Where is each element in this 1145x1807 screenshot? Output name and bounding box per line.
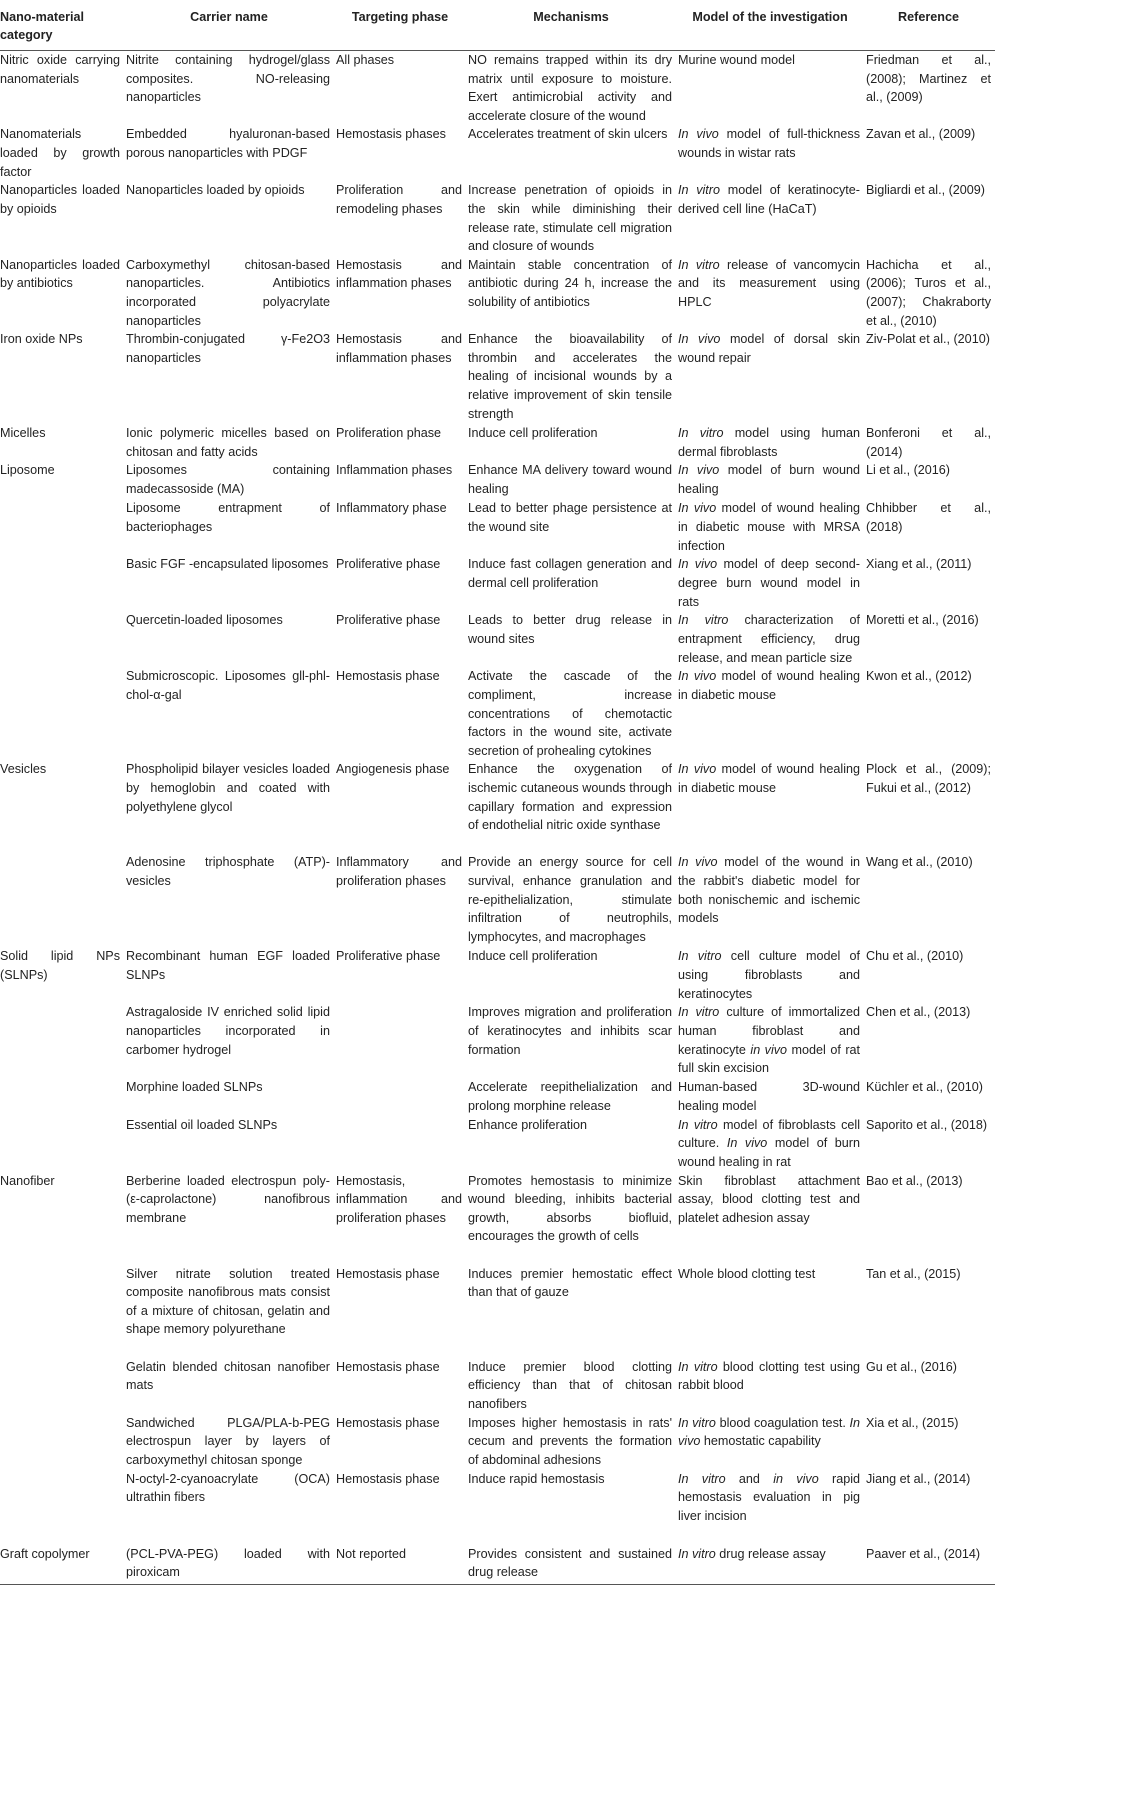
cell-category: Nanoparticles loaded by opioids bbox=[0, 183, 120, 216]
cell-mechanisms: Enhance MA delivery toward wound healing bbox=[468, 463, 672, 496]
cell-mechanisms: Enhance the bioavailability of thrombin and accelerates the healing of incisional wounds by a relative improvement of skin tensile strength bbox=[468, 332, 672, 421]
table-row bbox=[0, 611, 995, 667]
cell-category bbox=[0, 1003, 126, 1078]
cell-category: Micelles bbox=[0, 426, 46, 441]
table-row bbox=[0, 947, 995, 1003]
cell-carrier: Liposomes containing madecassoside (MA) bbox=[126, 463, 330, 496]
table-row bbox=[0, 1078, 995, 1115]
cell-mechanisms: Provides consistent and sustained drug release bbox=[468, 1545, 678, 1585]
cell-reference: Moretti et al., (2016) bbox=[866, 613, 979, 628]
cell-carrier: Phospholipid bilayer vesicles loaded by hemoglobin and coated with polyethylene glycol bbox=[126, 762, 330, 814]
cell-carrier: Gelatin blended chitosan nanofiber mats bbox=[126, 1359, 330, 1393]
cell-model: In vitro and in vivo rapid hemostasis evaluation in pig liver incision bbox=[678, 1471, 860, 1523]
header-phase: Targeting phase bbox=[336, 0, 468, 51]
cell-model: In vivo model of deep second-degree burn wound model in rats bbox=[678, 557, 860, 609]
cell-mechanisms: Induce premier blood clotting efficiency than that of chitosan nanofibers bbox=[468, 1359, 672, 1411]
cell-phase bbox=[336, 1116, 468, 1172]
cell-phase: Hemostasis phases bbox=[336, 127, 446, 142]
cell-category: Nanoparticles loaded by antibiotics bbox=[0, 257, 120, 291]
cell-phase: Hemostasis phase bbox=[336, 1415, 440, 1430]
table-row bbox=[0, 1358, 995, 1414]
cell-model: Human-based 3D-wound healing model bbox=[678, 1080, 860, 1113]
cell-carrier: Ionic polymeric micelles based on chitosan and fatty acids bbox=[126, 426, 330, 459]
table-row bbox=[0, 256, 995, 330]
cell-model: In vivo model of wound healing in diabetic mouse bbox=[678, 762, 860, 795]
table-row bbox=[0, 51, 995, 126]
cell-carrier: Thrombin-conjugated γ-Fe2O3 nanoparticles bbox=[126, 332, 330, 365]
cell-phase: Hemostasis phase bbox=[336, 669, 440, 684]
header-category: Nano-material category bbox=[0, 0, 126, 51]
cell-category: Solid lipid NPs (SLNPs) bbox=[0, 949, 120, 982]
table-row bbox=[0, 1172, 995, 1265]
cell-carrier: Submicroscopic. Liposomes gll-phl-chol-α-gal bbox=[126, 669, 330, 702]
cell-model: In vivo model of burn wound healing bbox=[678, 463, 860, 496]
cell-phase bbox=[336, 1003, 468, 1078]
cell-model: Murine wound model bbox=[678, 53, 795, 67]
cell-phase: Hemostasis phase bbox=[336, 1266, 440, 1281]
cell-mechanisms: Induce cell proliferation bbox=[468, 426, 598, 441]
cell-category bbox=[0, 1078, 126, 1115]
cell-model: In vitro model of fibroblasts cell culture. In vivo model of burn wound healing in rat bbox=[678, 1117, 860, 1169]
cell-carrier: Nanoparticles loaded by opioids bbox=[126, 183, 305, 198]
table-row bbox=[0, 1003, 995, 1078]
cell-reference: Friedman et al., (2008); Martinez et al., (2009) bbox=[866, 53, 991, 105]
table-row bbox=[0, 667, 995, 760]
cell-model: In vitro model of keratinocyte-derived cell line (HaCaT) bbox=[678, 183, 860, 216]
cell-model: In vivo model of dorsal skin wound repair bbox=[678, 332, 860, 365]
table-row bbox=[0, 760, 995, 853]
cell-phase: Inflammatory phase bbox=[336, 501, 447, 516]
cell-category bbox=[0, 1470, 126, 1545]
cell-category bbox=[0, 667, 126, 760]
cell-category: Vesicles bbox=[0, 762, 47, 777]
cell-carrier: Embedded hyaluronan-based porous nanoparticles with PDGF bbox=[126, 127, 330, 160]
cell-model: Skin fibroblast attachment assay, blood clotting test and platelet adhesion assay bbox=[678, 1173, 860, 1225]
cell-phase: Inflammatory and proliferation phases bbox=[336, 855, 462, 888]
cell-category bbox=[0, 499, 126, 555]
cell-category bbox=[0, 1358, 126, 1414]
header-reference: Reference bbox=[866, 0, 995, 51]
cell-model: In vitro characterization of entrapment efficiency, drug release, and mean particle size bbox=[678, 613, 861, 665]
cell-mechanisms: Enhance the oxygenation of ischemic cutaneous wounds through capillary formation and expression of endothelial nitric oxide synthase bbox=[468, 762, 672, 833]
cell-model: In vitro drug release assay bbox=[678, 1545, 866, 1585]
cell-model: In vivo model of wound healing in diabetic mouse with MRSA infection bbox=[678, 501, 860, 553]
cell-carrier: Basic FGF -encapsulated liposomes bbox=[126, 557, 329, 572]
cell-category bbox=[0, 1265, 126, 1358]
cell-reference: Küchler et al., (2010) bbox=[866, 1080, 983, 1095]
cell-phase: Hemostasis and inflammation phases bbox=[336, 257, 462, 291]
cell-mechanisms: Imposes higher hemostasis in rats' cecum and prevents the formation of abdominal adhesions bbox=[468, 1415, 672, 1467]
cell-phase: Angiogenesis phase bbox=[336, 762, 450, 777]
cell-category bbox=[0, 1414, 126, 1470]
cell-reference: Wang et al., (2010) bbox=[866, 855, 973, 870]
cell-reference: Zavan et al., (2009) bbox=[866, 127, 976, 142]
cell-reference: Paaver et al., (2014) bbox=[866, 1545, 995, 1585]
cell-model: In vivo model of wound healing in diabetic mouse bbox=[678, 669, 860, 702]
cell-mechanisms: Accelerates treatment of skin ulcers bbox=[468, 127, 668, 142]
cell-category: Nanomaterials loaded by growth factor bbox=[0, 127, 120, 179]
cell-mechanisms: Accelerate reepithelialization and prolong morphine release bbox=[468, 1080, 672, 1113]
cell-category: Nitric oxide carrying nanomaterials bbox=[0, 53, 120, 86]
table-header-row bbox=[0, 0, 995, 51]
table-row bbox=[0, 125, 995, 181]
cell-model: Whole blood clotting test bbox=[678, 1266, 816, 1281]
cell-phase: Hemostasis, inflammation and proliferation phases bbox=[336, 1173, 462, 1225]
cell-model: In vitro culture of immortalized human fibroblast and keratinocyte in vivo model of rat full skin excision bbox=[678, 1005, 861, 1076]
cell-carrier: Silver nitrate solution treated composite nanofibrous mats consist of a mixture of chitosan, gelatin and shape memory polyurethane bbox=[126, 1266, 330, 1337]
cell-phase: Inflammation phases bbox=[336, 463, 453, 478]
cell-phase: Not reported bbox=[336, 1545, 468, 1585]
cell-phase: All phases bbox=[336, 53, 395, 67]
cell-phase: Hemostasis and inflammation phases bbox=[336, 332, 462, 365]
cell-phase: Proliferative phase bbox=[336, 613, 441, 628]
cell-reference: Gu et al., (2016) bbox=[866, 1359, 958, 1374]
cell-reference: Saporito et al., (2018) bbox=[866, 1117, 988, 1132]
cell-carrier: Adenosine triphosphate (ATP)-vesicles bbox=[126, 855, 330, 888]
cell-phase: Hemostasis phase bbox=[336, 1359, 440, 1374]
header-carrier: Carrier name bbox=[126, 0, 336, 51]
table-row bbox=[0, 330, 995, 424]
table-row bbox=[0, 1470, 995, 1545]
cell-phase: Proliferative phase bbox=[336, 949, 441, 964]
table-row bbox=[0, 461, 995, 499]
cell-reference: Chu et al., (2010) bbox=[866, 949, 964, 964]
cell-category bbox=[0, 1116, 126, 1172]
cell-reference: Chen et al., (2013) bbox=[866, 1005, 971, 1020]
cell-phase: Proliferative phase bbox=[336, 557, 441, 572]
cell-mechanisms: NO remains trapped within its dry matrix until exposure to moisture. Exert antimicrobial activity and accelerate closure of the wound bbox=[468, 53, 672, 123]
cell-category: Iron oxide NPs bbox=[0, 332, 83, 347]
cell-mechanisms: Improves migration and proliferation of keratinocytes and inhibits scar formation bbox=[468, 1005, 672, 1057]
cell-category bbox=[0, 853, 126, 947]
cell-category bbox=[0, 555, 126, 611]
table-row bbox=[0, 1116, 995, 1172]
cell-mechanisms: Promotes hemostasis to minimize wound bleeding, inhibits bacterial growth, absorbs biofluid, encourages the growth of cells bbox=[468, 1173, 672, 1244]
cell-mechanisms: Induce rapid hemostasis bbox=[468, 1471, 605, 1486]
cell-model: In vitro blood coagulation test. In vivo hemostatic capability bbox=[678, 1415, 861, 1449]
cell-phase: Hemostasis phase bbox=[336, 1471, 440, 1486]
cell-phase: Proliferation and remodeling phases bbox=[336, 183, 462, 216]
cell-reference: Tan et al., (2015) bbox=[866, 1266, 961, 1281]
cell-phase bbox=[336, 1078, 468, 1115]
cell-carrier: Liposome entrapment of bacteriophages bbox=[126, 501, 330, 534]
cell-carrier: Berberine loaded electrospun poly-(ε-caprolactone) nanofibrous membrane bbox=[126, 1173, 330, 1225]
cell-reference: Xia et al., (2015) bbox=[866, 1415, 959, 1430]
cell-category: Graft copolymer bbox=[0, 1545, 126, 1585]
cell-reference: Bonferoni et al., (2014) bbox=[866, 426, 991, 459]
cell-carrier: N-octyl-2-cyanoacrylate (OCA) ultrathin fibers bbox=[126, 1471, 330, 1505]
cell-category bbox=[0, 611, 126, 667]
cell-mechanisms: Induce cell proliferation bbox=[468, 949, 598, 964]
cell-carrier: Essential oil loaded SLNPs bbox=[126, 1117, 278, 1132]
cell-reference: Ziv-Polat et al., (2010) bbox=[866, 332, 990, 347]
cell-model: In vitro model using human dermal fibroblasts bbox=[678, 426, 860, 459]
cell-carrier: (PCL-PVA-PEG) loaded with piroxicam bbox=[126, 1545, 336, 1585]
cell-reference: Li et al., (2016) bbox=[866, 463, 951, 478]
cell-phase: Proliferation phase bbox=[336, 426, 442, 441]
cell-mechanisms: Leads to better drug release in wound sites bbox=[468, 613, 672, 646]
cell-mechanisms: Induces premier hemostatic effect than that of gauze bbox=[468, 1266, 672, 1300]
cell-carrier: Sandwiched PLGA/PLA-b-PEG electrospun layer by layers of carboxymethyl chitosan sponge bbox=[126, 1415, 330, 1467]
cell-reference: Bao et al., (2013) bbox=[866, 1173, 963, 1188]
cell-reference: Chhibber et al., (2018) bbox=[866, 501, 991, 534]
cell-model: In vivo model of the wound in the rabbit's diabetic model for both nonischemic and ischemic models bbox=[678, 855, 860, 926]
table-row bbox=[0, 181, 995, 255]
cell-reference: Jiang et al., (2014) bbox=[866, 1471, 971, 1486]
cell-reference: Hachicha et al., (2006); Turos et al., (2007); Chakraborty et al., (2010) bbox=[866, 257, 991, 328]
header-mechanisms: Mechanisms bbox=[468, 0, 678, 51]
cell-category: Liposome bbox=[0, 463, 55, 478]
cell-carrier: Carboxymethyl chitosan-based nanoparticles. Antibiotics incorporated polyacrylate nanoparticles bbox=[126, 257, 330, 328]
table-row bbox=[0, 499, 995, 555]
cell-carrier: Nitrite containing hydrogel/glass composites. NO-releasing nanoparticles bbox=[126, 53, 330, 105]
cell-carrier: Quercetin-loaded liposomes bbox=[126, 613, 283, 628]
cell-category: Nanofiber bbox=[0, 1173, 55, 1188]
cell-mechanisms: Induce fast collagen generation and dermal cell proliferation bbox=[468, 557, 672, 590]
header-model: Model of the investigation bbox=[678, 0, 866, 51]
cell-reference: Bigliardi et al., (2009) bbox=[866, 183, 986, 198]
cell-mechanisms: Provide an energy source for cell survival, enhance granulation and re-epithelialization, stimulate infiltration of neutrophils, lymphocytes, and macrophages bbox=[468, 855, 672, 944]
table-row bbox=[0, 1265, 995, 1358]
cell-mechanisms: Enhance proliferation bbox=[468, 1117, 588, 1132]
cell-mechanisms: Maintain stable concentration of antibiotic during 24 h, increase the solubility of antibiotics bbox=[468, 257, 672, 309]
cell-model: In vitro cell culture model of using fibroblasts and keratinocytes bbox=[678, 949, 861, 1001]
cell-mechanisms: Activate the cascade of the compliment, increase concentrations of chemotactic factors in the wound site, activate secretion of prohealing cytokines bbox=[468, 669, 672, 758]
table-row bbox=[0, 1414, 995, 1470]
cell-mechanisms: Increase penetration of opioids in the skin while diminishing their release rate, stimulate cell migration and closure of wounds bbox=[468, 183, 672, 254]
cell-reference: Xiang et al., (2011) bbox=[866, 557, 972, 572]
table-row bbox=[0, 1545, 995, 1585]
table-row bbox=[0, 853, 995, 947]
cell-model: In vitro release of vancomycin and its measurement using HPLC bbox=[678, 257, 860, 309]
cell-mechanisms: Lead to better phage persistence at the wound site bbox=[468, 501, 672, 534]
cell-model: In vitro blood clotting test using rabbit blood bbox=[678, 1359, 860, 1393]
cell-carrier: Astragaloside IV enriched solid lipid nanoparticles incorporated in carbomer hydrogel bbox=[126, 1005, 330, 1057]
table-row bbox=[0, 555, 995, 611]
cell-carrier: Recombinant human EGF loaded SLNPs bbox=[126, 949, 330, 982]
cell-model: In vivo model of full-thickness wounds in wistar rats bbox=[678, 127, 860, 160]
cell-carrier: Morphine loaded SLNPs bbox=[126, 1080, 263, 1095]
cell-reference: Kwon et al., (2012) bbox=[866, 669, 972, 684]
cell-reference: Plock et al., (2009); Fukui et al., (2012) bbox=[866, 762, 991, 795]
table-row bbox=[0, 424, 995, 461]
table-body bbox=[0, 51, 995, 1585]
